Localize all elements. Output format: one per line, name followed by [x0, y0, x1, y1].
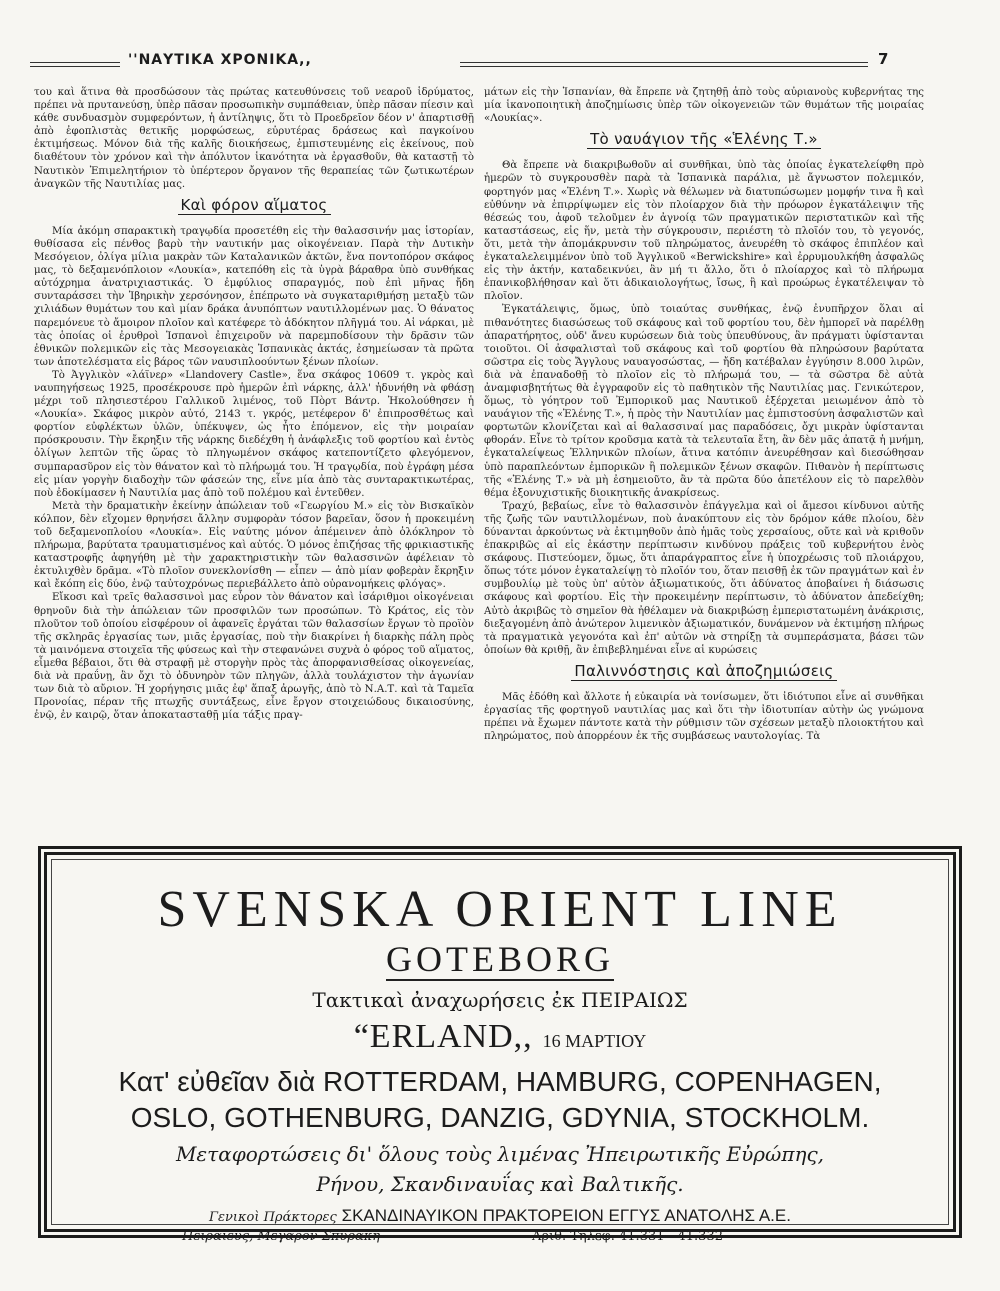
page-header — [30, 52, 970, 76]
section-heading-shipwreck: Τὸ ναυάγιον τῆς «Ἑλένης Τ.» — [484, 133, 924, 149]
advertisement-inner-frame — [51, 859, 949, 1244]
ad-agency-name: ΣΚΑΝΔΙΝΑΥΙΚΟΝ ΠΡΑΚΤΟΡΕΙΟΝ ΕΓΓΥΣ ΑΝΑΤΟΛΗΣ Α.Ε. — [341, 1206, 791, 1225]
article-paragraph: Μία ἀκόμη σπαρακτικὴ τραγῳδία προσετέθη εἰς τὴν θαλασσινήν μας ἱστορίαν, θυθίσασα εἰς πένθος βαρὺ τὴν ναυτικήν μας οἰκογένειαν. Παρὰ τὴν Δυτικὴν Μεσόγειον, ὀλίγα μίλια μακρὰν τῶν Καταλανικῶν ἀκτῶν, ἕνα ποντοπόρον σκάφος μας, τὸ δεξαμενόπλοιον «Λουκία», κατεπόθη εἰς τὰ ὑγρὰ βάραθρα ὑπὸ συνθήκας αὐτόχρημα ἀνατριχιαστικάς. Ὁ ἐμφύλιος σπαραγμός, ποὺ ἐπὶ μῆνας ἤδη συνταράσσει τὴν Ἰβηρικὴν χερσόνησον, ἐπέπρωτο νὰ συγκαταριθμήσῃ μεταξὺ τῶν χιλιάδων θυμάτων του καὶ μίαν δράκα ἀνυπόπτων ναυτιλλομένων μας. Ὁ θάνατος παρεμόνευε τὸ ἄμοιρον πλοῖον καὶ κατέφερε τὸ ἀδόκητον πλῆγμά του. Αἱ νάρκαι, μὲ τὰς ὁποίας οἱ ἐρυθροὶ Ἱσπανοὶ ἐπιχειροῦν νὰ παρεμποδίσουν τὴν δρᾶσιν τῶν ἐθνικῶν πολεμικῶν εἰς τὰς Μεσογειακὰς Ἱσπανικὰς ἀκτάς, ἐσημείωσαν τὰ πρῶτα των ἀποτελέσματα εἰς βάρος τῶν ναυσιπλοούντων ξένων πλοίων. — [34, 225, 474, 368]
ad-city: GOTEBORG — [386, 939, 614, 979]
running-title: ''ΝΑΥΤΙΚΑ ΧΡΟΝΙΚΑ,, — [128, 52, 312, 68]
section-heading-repatriation: Παλιννόστησις καὶ ἀποζημιώσεις — [484, 665, 924, 681]
section-heading-blood-tribute: Καὶ φόρον αἵματος — [34, 199, 474, 215]
article-paragraph: Τὸ Ἀγγλικὸν «λάϊνερ» «Llandovery Castle», ἕνα σκάφος 10609 τ. γκρὸς καὶ ναυπηγήσεως 1925, προσέκρουσε πρὸ ἡμερῶν ἐπὶ νάρκης, ἀλλ' ἠδυνήθη νὰ φθάσῃ μέχρι τοῦ πλησιεστέρου Γαλλικοῦ λιμένος, τοῦ Πὸρτ Βάντρ. Ἠκολούθησεν ἡ «Λουκία». Σκάφος μικρὸν αὐτό, 2143 τ. γκρός, μετέφερον δ' ἐπιπροσθέτως καὶ φορτίον εὐφλέκτων ὑλῶν, ὑπέκυψεν, ὡς ἦτο ἑπόμενον, εἰς τὴν μοιραίαν πρόσκρουσιν. Τὴν ἔκρηξιν τῆς νάρκης διεδέχθη ἡ ἀνάφλεξις τοῦ φορτίου καὶ ἐντὸς ὀλίγων λεπτῶν τῆς ὥρας τὸ πληγωμένον σκάφος κατεποντίζετο φλεγόμενον, συμπαρασῦρον εἰς τὸν θάνατον καὶ τὸ πλήρωμά του. Ἡ τραγῳδία, ποὺ ἐγράφη μέσα εἰς μίαν γοργὴν διαδοχὴν τῶν φάσεών της, εἶνε μία ἀπὸ τὰς συνταρακτικωτέρας, ποὺ ἐδοκίμασεν ἡ Ναυτιλία μας ἀπὸ τοῦ πολέμου καὶ ἐντεῦθεν. — [34, 369, 474, 499]
ad-agents-line — [52, 1206, 948, 1226]
ad-address: Πειραιεύς, Μέγαρον Σπυράκη — [182, 1229, 381, 1244]
ad-ship-line — [52, 1018, 948, 1056]
article-paragraph: Τραχύ, βεβαίως, εἶνε τὸ θαλασσινὸν ἐπάγγελμα καὶ οἱ ἄμεσοι κίνδυνοι αὐτῆς τῆς ζωῆς τῶν ναυτιλλομένων, ποὺ ἀνακύπτουν εἰς τὸν δρόμον κάθε πλοίου, δὲν δύνανται ἀρκούντως νὰ ἐκτιμηθοῦν ἀπὸ ἡμᾶς τοὺς χερσαίους, οὔτε καὶ νὰ κριθοῦν ἐπακριβῶς αἱ εἰς ἑκάστην περίπτωσιν κινδύνου πράξεις τοῦ κυβερνήτου ἐνὸς σκάφους. Πιστεύομεν, ὅμως, ὅτι ἀπαράγραπτος εἶνε ἡ ὑποχρέωσις τοῦ πλοιάρχου, ὅπως τότε μόνον ἐγκαταλείψῃ τὸ πλοῖόν του, ὅταν πεισθῇ ἐκ τῶν πραγμάτων καὶ ἐν συμβουλίῳ μὲ τοὺς ὑπ' αὐτὸν ἀξιωματικούς, ὅτι ἀδύνατος ἀποβαίνει ἡ διάσωσις σκάφους καὶ φορτίου. Εἰς τὴν προκειμένην περίπτωσιν, τὸ ἀδύνατον ἀπεδείχθη; Αὐτὸ ἀκριβῶς τὸ σημεῖον θὰ ἠθέλαμεν νὰ διακριβώσῃ ἐμπεριστατωμένη ἀνάκρισις, διεξαγομένη ἀπὸ ἀνώτερον λιμενικὸν ἀξιωματικόν, δυνάμενον νὰ ἐκτιμήσῃ πλήρως τὰ πραγματικὰ γεγονότα καὶ ἐπ' αὐτῶν νὰ στηρίξῃ τὰ συμπεράσματα, βάσει τῶν ὁποίων θὰ κριθῇ, ἂν ἐπιβεβλημέναι εἶνε αἱ κυρώσεις — [484, 500, 924, 656]
ad-ship-name: “ERLAND,, — [353, 1018, 533, 1055]
left-intro-paragraph: του καὶ ἅτινα θὰ προσδώσουν τὰς πρώτας κατευθύνσεις τοῦ νεαροῦ ἱδρύματος, πρέπει νὰ πρυτανεύσῃ, ὑπὲρ πᾶσαν προσωπικὴν συμπάθειαν, ὑπὲρ πᾶσαν πίεσιν καὶ κάθε συνδυασμὸν συμφερόντων, ἡ ἀντίληψις, ὅτι τὸ Προεδρεῖον δέον ν' ἀπαρτισθῇ ἀπὸ ἐφοπλιστὰς θετικῆς μορφώσεως, εὐρυτέρας δράσεως καὶ παγκοίνου ἐκτιμήσεως. Μόνον διὰ τῆς καλῆς διοικήσεως, ἐμπιστευμένης εἰς ἐκείνους, ποὺ διαθέτουν τὸν χρόνον καὶ τὴν ἀπόλυτον ἱκανότητα νὰ ἐργασθοῦν, θὰ καταστῇ τὸ Ναυτικὸν Ἐπιμελητήριον τὸ ὑπέρτερον ὄργανον τῆς θεραπείας τῶν ζωτικωτέρων ἀναγκῶν τῆς Ναυτιλίας μας. — [34, 87, 474, 190]
header-rule-left — [30, 62, 120, 67]
ad-transshipment-line: Ρήνου, Σκανδιναυΐας καὶ Βαλτικῆς. — [316, 1172, 684, 1196]
article-paragraph: Μετὰ τὴν δραματικὴν ἐκείνην ἀπώλειαν τοῦ «Γεωργίου Μ.» εἰς τὸν Βισκαϊκὸν κόλπον, δὲν εἴχομεν θρηνήσει ἄλλην συμφορὰν τόσον βαρεῖαν, ὅσον ἡ προκειμένη τοῦ δεξαμενοπλοίου «Λουκία». Εἰς ναύτης μόνον ἀπέμεινεν ἀπὸ ὁλόκληρον τὸ πλήρωμα, βαρύτατα τραυματισμένος καὶ αὐτός. Ὁ μόνος ἐπιζήσας τῆς φρικιαστικῆς καταστροφῆς ἀφηγήθη μὲ τὴν χαρακτηριστικὴν τῶν θαλασσινῶν ἀφέλειαν τὸ ἐκτυλιχθὲν δρᾶμα. «Τὸ πλοῖον συνεκλονίσθη — εἶπεν — ἀπὸ μίαν φοβερὰν ἔκρηξιν καὶ ἔκόπη εἰς δύο, ἐνῷ ταὐτοχρόνως περιεβάλλετο ἀπὸ οὐρανομήκεις φλόγας». — [34, 500, 474, 591]
ad-company-name: SVENSKA ORIENT LINE — [157, 881, 843, 938]
right-intro-paragraph: μάτων εἰς τὴν Ἱσπανίαν, θὰ ἔπρεπε νὰ ζητηθῇ ἀπὸ τοὺς αὐριανοὺς κυβερνήτας της μία ἱκανοποιητικὴ ἀποζημίωσις ὑπὲρ τῶν οἰκογενειῶν τῶν θυμάτων τῆς μοιραίας «Λουκίας». — [484, 87, 924, 125]
right-column — [484, 86, 924, 743]
article-paragraph: Μᾶς ἐδόθη καὶ ἄλλοτε ἡ εὐκαιρία νὰ τονίσωμεν, ὅτι ἰδιότυποι εἶνε αἱ συνθῆκαι ἐργασίας τῆς φορτηγοῦ ναυτιλίας μας καὶ ὅτι τὴν ἰδιοτυπίαν αὐτὴν ὡς γνώμονα πρέπει νὰ ἔχωμεν πάντοτε κατὰ τὴν ρύθμισιν τῶν σχέσεων μεταξὺ πλοιοκτήτου καὶ πληρώματος, ποὺ ἀπορρέουν ἐκ τῆς συμβάσεως ναυτολογίας. Τὰ — [484, 692, 924, 743]
article-paragraph: Εἴκοσι καὶ τρεῖς θαλασσινοὶ μας εὗρον τὸν θάνατον καὶ ἰσάριθμοι οἰκογένειαι θρηνοῦν διὰ τὴν ἀπώλειαν τῶν προσφιλῶν των προσώπων. Τὸ Κράτος, εἰς τὸν πλοῦτον τοῦ ὁποίου εἰσφέρουν οἱ ἀφανεῖς ἐργάται τῶν θαλασσίων ἔργων τὸ προϊὸν τῆς σκληρᾶς ἐργασίας των, μιᾶς ἐργασίας, ποὺ τὴν διακρίνει ἡ διαρκὴς πάλη πρὸς τὰ μαινόμενα στοιχεῖα τῆς φύσεως καὶ τὴν στεφανώνει συχνὰ ὁ φόρος τοῦ αἵματος, εἶμεθα βέβαιοι, ὅτι θὰ στραφῇ μὲ στοργὴν πρὸς τὰς ἀπορφανισθείσας οἰκογενείας, διὰ νὰ πραΰνῃ, ἂν ὄχι τὸ ὀδυνηρὸν τῶν πληγῶν, ἀλλὰ τουλάχιστον τὴν ἀγωνίαν των διὰ τὸ αὔριον. Ἡ χορήγησις μιᾶς ἐφ' ἅπαξ ἀρωγῆς, ἀπὸ τὸ Ν.Α.Τ. καὶ τὰ Ταμεῖα Προνοίας, πέραν τῆς πτωχῆς συντάξεως, εἶνε ἔργον στοιχειώδους δικαιοσύνης, ἐνῷ, ἐν καιρῷ, ὅταν ἀποκατασταθῇ μία τάξις πραγ- — [34, 592, 474, 722]
ad-transshipment-line: Μεταφορτώσεις δι' ὅλους τοὺς λιμένας Ἠπειρωτικῆς Εὐρώπης, — [175, 1142, 825, 1166]
ad-departures: Τακτικαὶ ἀναχωρήσεις ἐκ ΠΕΙΡΑΙΩΣ — [312, 988, 688, 1012]
ad-route-line: Κατ' εὐθεῖαν διὰ ROTTERDAM, HAMBURG, COPENHAGEN, — [118, 1066, 882, 1097]
header-rule-right — [460, 62, 868, 67]
page-number: 7 — [878, 50, 889, 68]
advertisement-box — [38, 846, 962, 1244]
left-column — [34, 86, 474, 722]
ad-telephone: Ἀριθ. Τηλεφ. 41.331—41.332 — [532, 1229, 723, 1244]
ad-route-line: OSLO, GOTHENBURG, DANZIG, GDYNIA, STOCKHOLM. — [130, 1102, 870, 1133]
article-paragraph: Ἐγκατάλειψις, ὅμως, ὑπὸ τοιαύτας συνθήκας, ἐνῷ ἐνυπῆρχον ὅλαι αἱ πιθανότητες διασώσεως τοῦ σκάφους καὶ τοῦ φορτίου του, δὲν ἠμπορεῖ νὰ παρέλθῃ ἀπαρατήρητος, οὐδ' ἄνευ κυρώσεων διὰ τοὺς ὑπευθύνους, ἂν πράγματι ὑφίστανται τοιοῦτοι. Οἱ ἀσφαλισταὶ τοῦ σκάφους καὶ τοῦ φορτίου θὰ πληρώσουν βαρύτατα σῶστρα εἰς τοὺς Ἄγγλους ναυαγοσώστας, — ἤδη κατέβαλαν ἐγγύησιν 8.000 λιρῶν, διὰ νὰ ἐπαναδοθῇ τὸ πλοῖον εἰς τὸ πλήρωμά του, — τὰ σῶστρα δὲ αὐτὰ ἀναμφισβητήτως θὰ ἐγγραφοῦν εἰς τὸ παθητικὸν τῆς Ναυτιλίας μας. Γενικώτερον, ὅμως, τὸ γόητρον τοῦ Ἐμπορικοῦ μας Ναυτικοῦ ἐξέρχεται μειωμένον ἀπὸ τὸ ναυάγιον τῆς «Ἑλένης Τ.», ἡ πρὸς τὴν Ναυτιλίαν μας ἐμπιστοσύνη ἀσφαλιστῶν καὶ φορτωτῶν κλονίζεται καὶ αἱ θαλασσιναί μας παραδόσεις, ὄχι μικρὰν ὑφίστανται φθοράν. Εἶνε τὸ τρίτον κροῦσμα κατὰ τὰ τελευταῖα ἔτη, ἂν δὲν μᾶς ἀπατᾷ ἡ μνήμη, ἐγκαταλείψεως Ἑλληνικῶν πλοίων, ἅτινα κατόπιν ἀνευρέθησαν καὶ διεσώθησαν ὑπὸ παραπλεόντων ἐμπορικῶν ἢ πολεμικῶν ξένων σκαφῶν. Πιθανὸν ἡ περίπτωσις τῆς «Ἑλένης Τ.» νὰ μὴ ἐσημειοῦτο, ἂν τὰ πρῶτα δύο ἀπετέλουν εἰς τὸ παρελθὸν θέμα ἐξονυχιστικῆς διοικητικῆς ἀνακρίσεως. — [484, 304, 924, 499]
ad-agents-label: Γενικοὶ Πράκτορες — [209, 1210, 337, 1225]
ad-ship-date: 16 ΜΑΡΤΙΟΥ — [542, 1031, 647, 1051]
article-paragraph: Θὰ ἔπρεπε νὰ διακριβωθοῦν αἱ συνθῆκαι, ὑπὸ τὰς ὁποίας ἐγκατελείφθη πρὸ ἡμερῶν τὸ συγκρουσθὲν παρὰ τὰ Ἱσπανικὰ παράλια, μὲ ἄγνωστον πολεμικόν, φορτηγόν μας «Ἑλένη Τ.». Χωρὶς νὰ θέλωμεν νὰ διατυπώσωμεν μομφήν τινα ἢ καὶ εὐθύνην νὰ ἐπιρρίψωμεν εἰς τὸν πλοίαρχον διὰ τὴν πρόωρον ἐγκατάλειψιν τῆς θέσεώς του, ἀφοῦ τελοῦμεν ἐν ἀγνοίᾳ τῶν πραγματικῶν περιστατικῶν καὶ τῆς καταστάσεως, εἰς ἥν, μετὰ τὴν σύγκρουσιν, περιέστη τὸ πλοῖόν του, τὸ γεγονός, ὅτι, μετὰ τὴν ἀπομάκρυνσιν τοῦ πληρώματος, ἀνευρέθη τὸ σκάφος ἐπιπλέον καὶ ἐγκαταλελειμμένον ὑπὸ τοῦ Ἀγγλικοῦ «Berwickshire» καὶ ἐρρυμουλκήθη ἀσφαλῶς εἰς τὴν ἀκτήν, καταδεικνύει, ἂν μή τι ἄλλο, ὅτι ὁ πλοίαρχος καὶ τὸ πλήρωμα ἐπανικοβλήθησαν καὶ ὅτι ἀδικαιολογήτως, ἴσως, ἢ καὶ προώρως ἐγκατέλειψαν τὸ πλοῖον. — [484, 160, 924, 303]
